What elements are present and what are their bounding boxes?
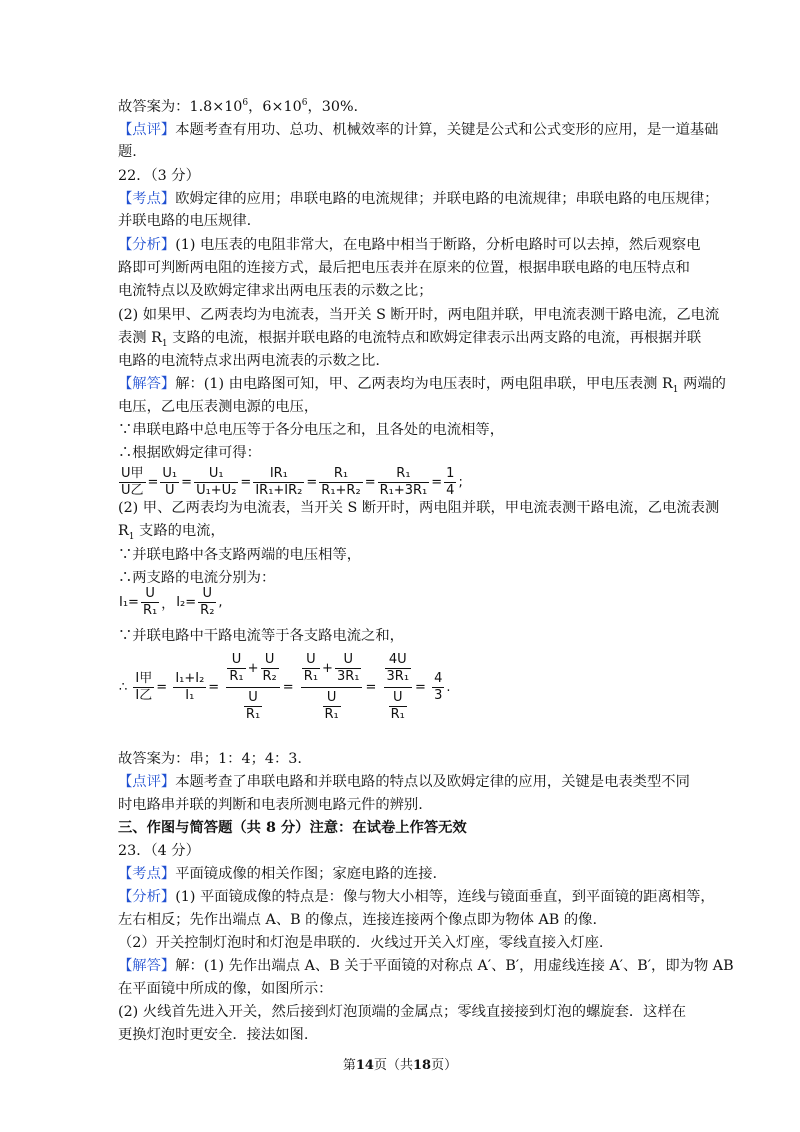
comment-tag: 【点评】	[118, 774, 176, 790]
text-line: ∵串联电路中总电压等于各分电压之和，且各处的电流相等，	[118, 422, 505, 438]
page-number: 14	[355, 1058, 374, 1073]
text-line: 左右相反；先作出端点 A、B 的像点，连接连接两个像点即为物体 AB 的像.	[118, 912, 597, 928]
analysis-line: 【分析】(1) 平面镜成像的特点是：像与物大小相等，连线与镜面垂直，到平面镜的距离相等，	[118, 889, 715, 905]
text-line: (2) 甲、乙两表均为电流表，当开关 S 断开时，两电阻并联，甲电流表测干路电流，乙电流表测	[118, 500, 720, 516]
knowledge-tag: 【考点】	[118, 866, 176, 882]
question-number-23: 23．（4 分）	[118, 843, 200, 859]
text-line: 时电路串并联的判断和电表所测电路元件的辨别.	[118, 797, 423, 813]
text-line: （2）开关控制灯泡时和灯泡是串联的．火线过开关入灯座，零线直接入灯座.	[118, 935, 604, 951]
branch-current-equation: I₁= $\frac{U}{\text{R₁}}$ ， I₂= $\frac{U}{\text{R₂}}$ ,	[119, 586, 223, 618]
solution-tag: 【解答】	[118, 376, 176, 392]
text-line: 电压，乙电压表测电源的电压，	[118, 399, 319, 415]
text-line: 更换灯泡时更安全．接法如图.	[118, 1027, 309, 1043]
knowledge-point-line: 【考点】欧姆定律的应用；串联电路的电流规律；并联电路的电流规律；串联电路的电压规律；	[118, 191, 719, 207]
answer-line-22: 故答案为：串；1：4；4：3.	[118, 751, 302, 767]
solution-line: 【解答】解：(1) 先作出端点 A、B 关于平面镜的对称点 A′、B′，用虚线连接 A′、B′，即为物 AB	[118, 958, 734, 974]
page-footer: 第14页（共18页）	[342, 1058, 458, 1073]
solution-tag: 【解答】	[118, 958, 176, 974]
comment-line: 【点评】本题考查了串联电路和并联电路的特点以及欧姆定律的应用，关键是电表类型不同	[118, 774, 690, 790]
analysis-line: 【分析】(1) 电压表的电阻非常大，在电路中相当于断路，分析电路时可以去掉，然后观察电	[118, 237, 701, 253]
text-line: 表测 $R_1$ 支路的电流，根据并联电路的电流特点和欧姆定律表示出两支路的电流，再根据并联	[118, 330, 702, 349]
answer-line-21: 故答案为：$1.8\times 10^6$，$6\times 10^6$，30%.	[118, 98, 359, 115]
section-heading: 三、作图与简答题（共 8 分）注意：在试卷上作答无效	[118, 820, 467, 836]
knowledge-tag: 【考点】	[118, 191, 176, 207]
question-number-22: 22．（3 分）	[118, 168, 200, 184]
text-line: ∴两支路的电流分别为：	[118, 570, 276, 586]
text-line: 题.	[118, 144, 137, 160]
comment-tag: 【点评】	[118, 122, 176, 138]
text-line: (2) 火线首先进入开关，然后接到灯泡顶端的金属点；零线直接接到灯泡的螺旋套．这样在	[118, 1004, 687, 1020]
voltage-ratio-equation: $\frac{\text{U甲}}{\text{U乙}}$ = $\frac{\text{U₁}}{U}$ = $\frac{\text{U₁}}{\text{U₁+U₂}}$ = $\frac{\text{IR₁}}{\text{IR₁+IR₂}}$ = $\frac{\text{R₁}}{\text{R₁+R₂}}$ = $\frac{\text{R₁}}{\text{R₁+3R₁}}$ = $\frac{1}{4}$ ;	[121, 466, 463, 498]
text-line: ∵并联电路中各支路两端的电压相等，	[118, 547, 362, 563]
text-line: 路即可判断两电阻的连接方式，最后把电压表并在原来的位置，根据串联电路的电压特点和	[118, 260, 690, 276]
text-line: 在平面镜中所成的像，如图所示：	[118, 981, 333, 997]
text-line: ∴根据欧姆定律可得：	[118, 445, 261, 461]
text-line: 并联电路的电压规律.	[118, 213, 252, 229]
solution-line: 【解答】解：(1) 由电路图可知，甲、乙两表均为电压表时，两电阻串联，甲电压表测 $R_1$ 两端的	[118, 376, 726, 395]
current-ratio-equation: ∴ $\frac{\text{I甲}}{\text{I乙}}$ = $\frac{\text{I₁+I₂}}{\text{I₁}}$ = $\frac{U}{\text{R₁}}$ + $\frac{U}{\text{R₂}}$ $\frac{U}{\text{R₁}}$ = $\frac{U}{\text{R₁}}$ + $\frac{U}{\text{3R₁}}$ $\frac{U}{\text{R₁}}$ = $\frac{\frac{4U}{\text{3R₁}}}{\frac{U}{\text{R₁}}}$ = $\frac{4}{3}$ .	[119, 652, 451, 722]
total-pages: 18	[413, 1058, 432, 1073]
comment-line: 【点评】本题考查有用功、总功、机械效率的计算，关键是公式和公式变形的应用，是一道基础	[118, 122, 719, 138]
text-line: 电流特点以及欧姆定律求出两电压表的示数之比；	[118, 283, 433, 299]
analysis-tag: 【分析】	[118, 237, 176, 253]
knowledge-point-line: 【考点】平面镜成像的相关作图；家庭电路的连接.	[118, 866, 438, 882]
text-line: 电路的电流特点求出两电流表的示数之比.	[118, 353, 380, 369]
text-line: ∵并联电路中干路电流等于各支路电流之和，	[118, 628, 404, 644]
analysis-tag: 【分析】	[118, 889, 176, 905]
text-line: (2) 如果甲、乙两表均为电流表，当开关 S 断开时，两电阻并联，甲电流表测干路电流，乙电流	[118, 307, 720, 323]
text-line: $R_1$ 支路的电流，	[118, 523, 225, 542]
